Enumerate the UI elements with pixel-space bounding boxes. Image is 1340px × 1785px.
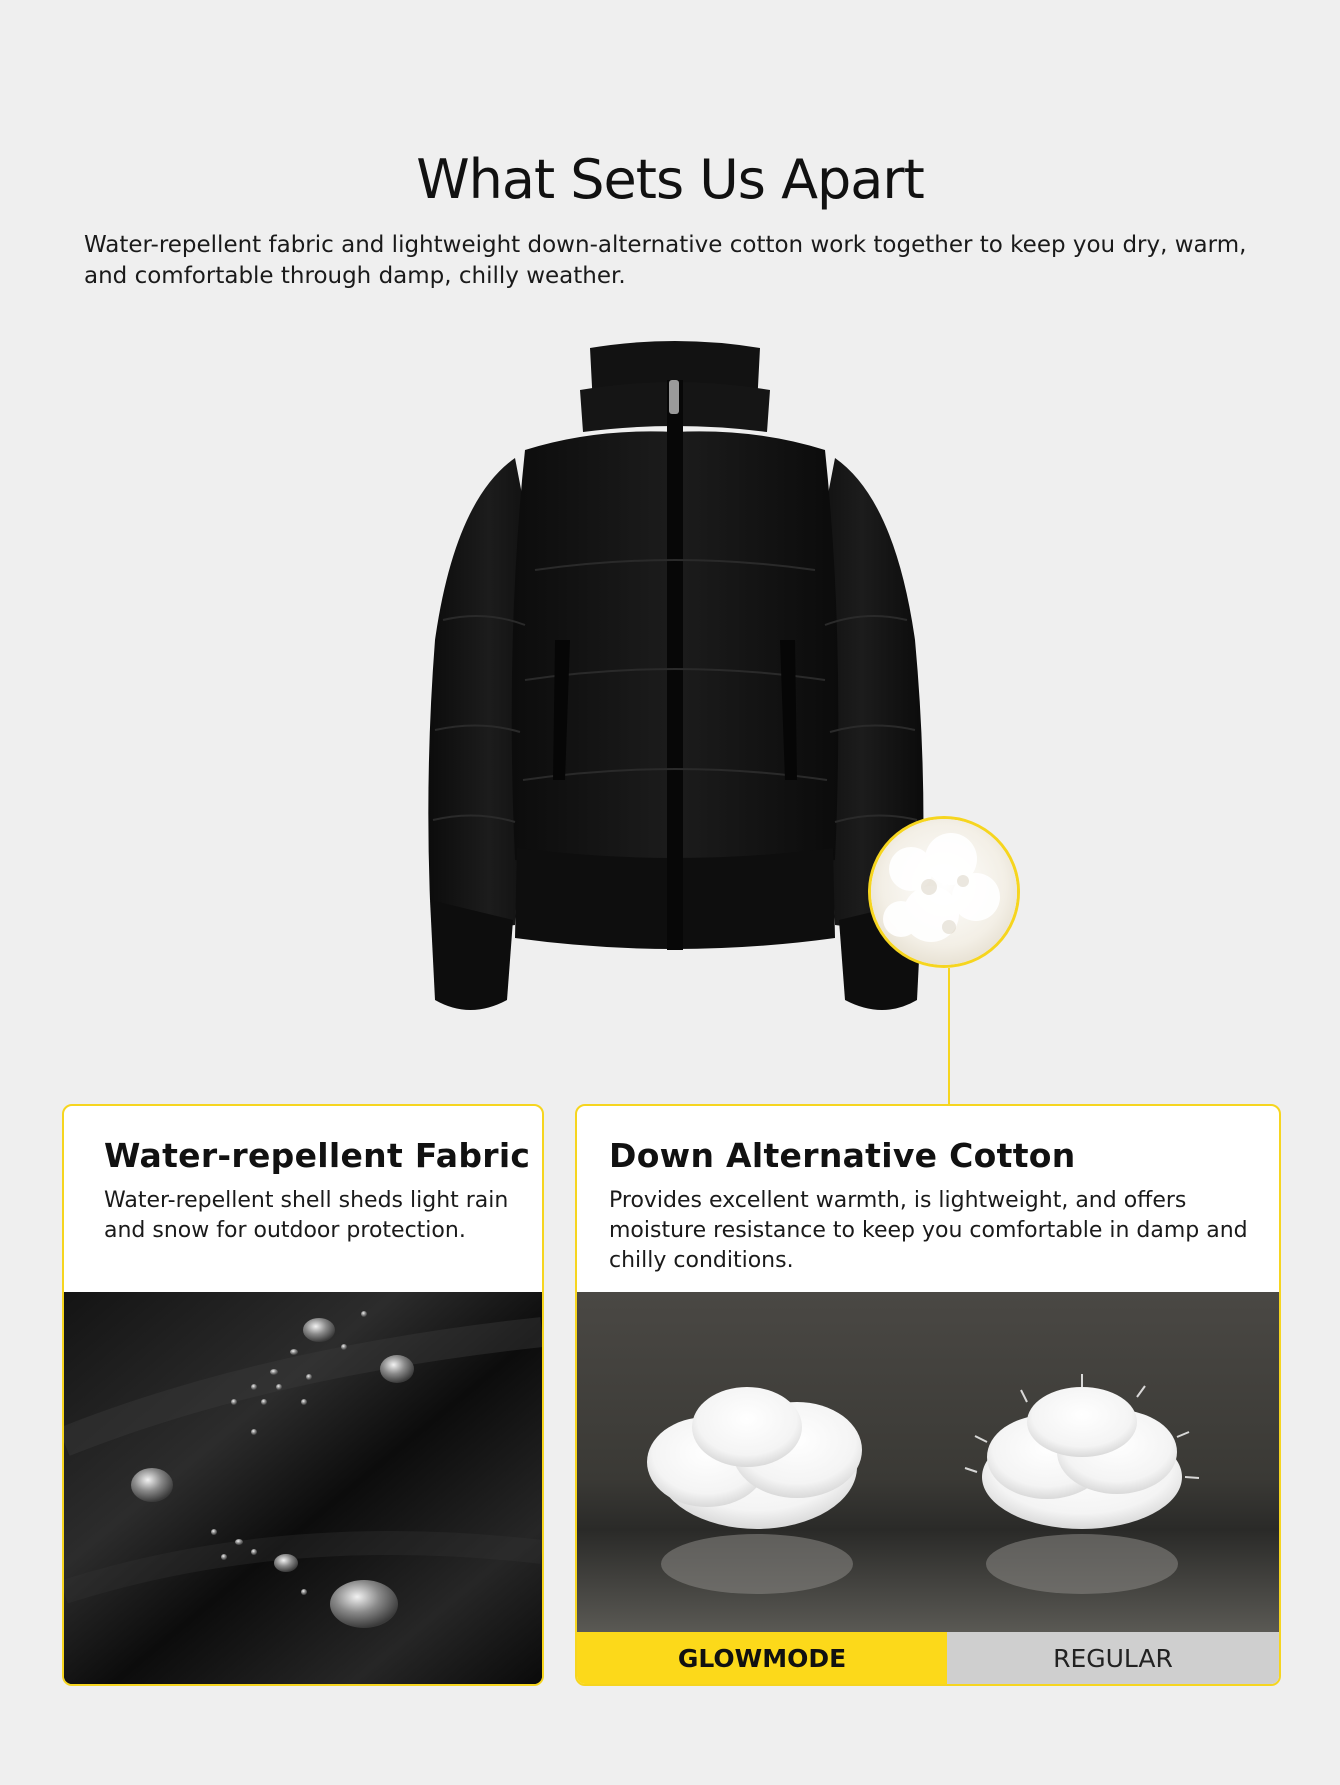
connector-line [948, 968, 950, 1104]
comparison-bar [577, 1632, 1279, 1684]
feature-description: Provides excellent warmth, is lightweight, and offers moisture resistance to keep you comfortable in damp and chilly conditions. [609, 1188, 1248, 1273]
water-droplets-fabric-icon [64, 1292, 542, 1684]
comparison-label-regular: REGULAR [947, 1632, 1279, 1684]
page-intro: Water-repellent fabric and lightweight down-alternative cotton work together to keep you dry, warm, and comfortable through damp, chilly weather. [84, 232, 1247, 289]
page-title: What Sets Us Apart [416, 148, 924, 211]
jacket-image [395, 340, 955, 1080]
cotton-comparison-icon [577, 1292, 1279, 1632]
feature-card-cotton [575, 1104, 1281, 1686]
jacket-icon [395, 340, 955, 1080]
feature-title: Water-repellent Fabric [104, 1136, 531, 1175]
comparison-label-brand: GLOWMODE [577, 1632, 947, 1684]
feature-card-fabric [62, 1104, 544, 1686]
cotton-closeup-icon [868, 816, 1020, 968]
feature-title: Down Alternative Cotton [609, 1136, 1076, 1175]
feature-description: Water-repellent shell sheds light rain and snow for outdoor protection. [104, 1188, 509, 1243]
